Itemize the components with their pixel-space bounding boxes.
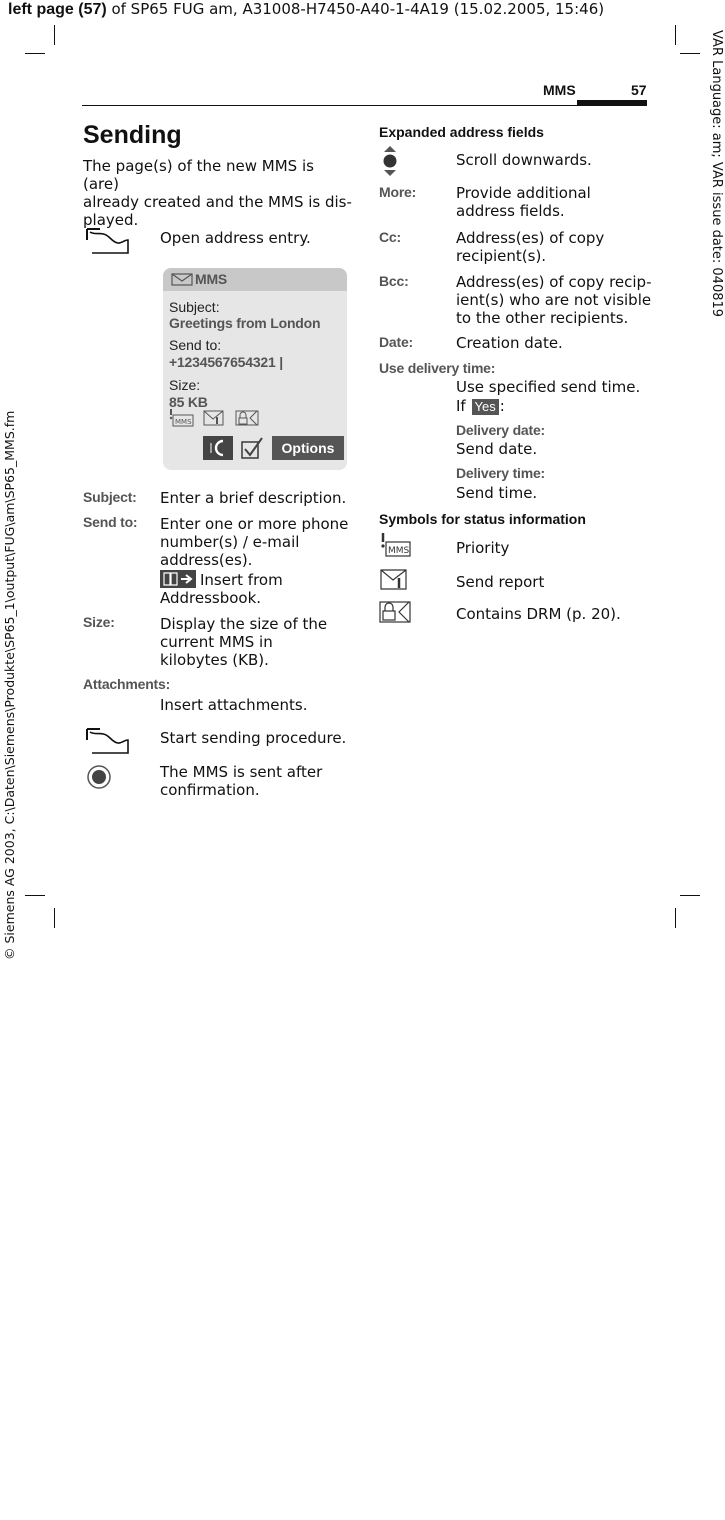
desc-line: address(es). xyxy=(160,551,253,569)
crop-mark xyxy=(680,895,700,896)
delivery-date-text: Send date. xyxy=(456,440,538,458)
row-desc xyxy=(456,184,591,220)
size-value: 85 KB xyxy=(169,394,208,410)
left-margin-text: © Siemens AG 2003, C:\Daten\Siemens\Produkte\SP65_1\output\FUG\am\SP65_MMS.fm xyxy=(2,410,17,960)
open-address-text: Open address entry. xyxy=(160,229,311,247)
crop-mark xyxy=(25,53,45,54)
page-header-rest: of SP65 FUG am, A31008-H7450-A40-1-4A19 (15.02.2005, 15:46) xyxy=(106,0,605,18)
desc-line: Provide additional xyxy=(456,184,591,202)
addressbook-icon xyxy=(160,570,196,588)
row-label: Cc: xyxy=(379,229,401,245)
desc-line: current MMS in xyxy=(160,633,273,651)
intro-paragraph xyxy=(83,157,353,229)
joystick-scroll-icon xyxy=(381,145,399,177)
desc-line: Insert attachments. xyxy=(160,696,308,714)
running-head-rule xyxy=(82,105,647,106)
desc-line: Address(es) of copy xyxy=(456,229,605,247)
row-desc xyxy=(160,489,346,507)
crop-mark xyxy=(25,895,45,896)
clear-icon xyxy=(203,436,233,460)
sendto-value: +1234567654321 | xyxy=(169,354,284,370)
running-head-page: 57 xyxy=(631,82,647,98)
delivery-date-label: Delivery date: xyxy=(456,422,546,438)
right-margin xyxy=(710,30,725,350)
joystick-center-icon xyxy=(86,764,112,790)
desc-line: ient(s) who are not visible xyxy=(456,291,652,309)
priority-text: Priority xyxy=(456,539,510,557)
crop-mark xyxy=(54,908,55,928)
call-key-icon xyxy=(84,226,130,256)
section-title: Sending xyxy=(83,121,182,149)
row-label: More: xyxy=(379,184,417,200)
running-head-section: MMS xyxy=(543,82,576,98)
row-desc xyxy=(456,229,604,265)
addressbook-text: Insert from xyxy=(200,571,283,589)
if-text: If xyxy=(456,397,466,415)
crop-mark xyxy=(675,908,676,928)
row-label: Subject: xyxy=(83,489,137,505)
crop-mark xyxy=(675,25,676,45)
addressbook-text-2: Addressbook. xyxy=(160,589,262,607)
desc-line: Enter one or more phone xyxy=(160,515,349,533)
desc-line: Address(es) of copy recip- xyxy=(456,273,652,291)
crop-mark xyxy=(680,53,700,54)
row-label: Date: xyxy=(379,334,414,350)
send-report-icon xyxy=(380,567,410,593)
expanded-title: Expanded address fields xyxy=(379,124,544,140)
desc-line: Enter a brief description. xyxy=(160,489,347,507)
drm-icon xyxy=(379,598,413,626)
desc-line: confirmation. xyxy=(160,781,260,799)
envelope-icon xyxy=(171,273,193,286)
start-sending-text: Start sending procedure. xyxy=(160,729,347,747)
intro-line: The page(s) of the new MMS is (are) xyxy=(83,157,314,193)
crop-mark xyxy=(54,25,55,45)
drm-text: Contains DRM (p. 20). xyxy=(456,605,621,623)
row-label: Size: xyxy=(83,614,115,630)
checkbox-icon[interactable] xyxy=(240,436,264,460)
row-desc xyxy=(160,515,348,569)
desc-line: kilobytes (KB). xyxy=(160,651,269,669)
delivery-time-text: Send time. xyxy=(456,484,538,502)
size-label: Size: xyxy=(169,377,201,393)
row-desc xyxy=(160,696,308,714)
use-specified-text: Use specified send time. xyxy=(456,378,641,396)
row-desc xyxy=(160,615,327,669)
options-softkey[interactable]: Options xyxy=(272,436,344,460)
subject-value: Greetings from London xyxy=(169,315,321,331)
symbols-title: Symbols for status information xyxy=(379,511,586,527)
right-margin-text: VAR Language: am; VAR issue date: 040819 xyxy=(709,30,724,318)
yes-softkey: Yes xyxy=(472,399,499,415)
desc-line: address fields. xyxy=(456,202,565,220)
row-desc xyxy=(456,273,651,327)
desc-line: Display the size of the xyxy=(160,615,328,633)
call-key-icon xyxy=(84,726,130,756)
desc-line: The MMS is sent after xyxy=(160,763,323,781)
intro-line: already created and the MMS is dis- xyxy=(83,193,352,211)
page-header xyxy=(8,0,604,19)
colon: : xyxy=(499,397,505,415)
intro-line: played. xyxy=(83,211,139,229)
row-label: Bcc: xyxy=(379,273,409,289)
left-margin xyxy=(0,410,17,1520)
phone-screen xyxy=(163,268,347,470)
svg-text:MMS: MMS xyxy=(175,418,192,426)
send-report-icon xyxy=(203,409,225,427)
send-report-text: Send report xyxy=(456,573,545,591)
drm-icon xyxy=(235,409,261,427)
desc-line: recipient(s). xyxy=(456,247,547,265)
svg-text:MMS: MMS xyxy=(388,546,410,556)
desc-line: to the other recipients. xyxy=(456,309,629,327)
if-yes-line xyxy=(456,397,505,415)
phone-title: MMS xyxy=(195,271,228,287)
priority-icon xyxy=(169,409,195,427)
row-label: Use delivery time: xyxy=(379,360,496,376)
subject-label: Subject: xyxy=(169,299,220,315)
priority-icon xyxy=(380,533,412,559)
page-header-prefix: left page (57) xyxy=(8,1,107,18)
row-label: Send to: xyxy=(83,514,138,530)
delivery-time-label: Delivery time: xyxy=(456,465,546,481)
sendto-label: Send to: xyxy=(169,337,222,353)
sent-after-text xyxy=(160,763,322,799)
row-label: Attachments: xyxy=(83,676,171,692)
addressbook-key xyxy=(160,570,196,588)
clear-key[interactable] xyxy=(203,436,233,460)
date-text: Creation date. xyxy=(456,334,563,352)
desc-line: number(s) / e-mail xyxy=(160,533,300,551)
scroll-text: Scroll downwards. xyxy=(456,151,592,169)
